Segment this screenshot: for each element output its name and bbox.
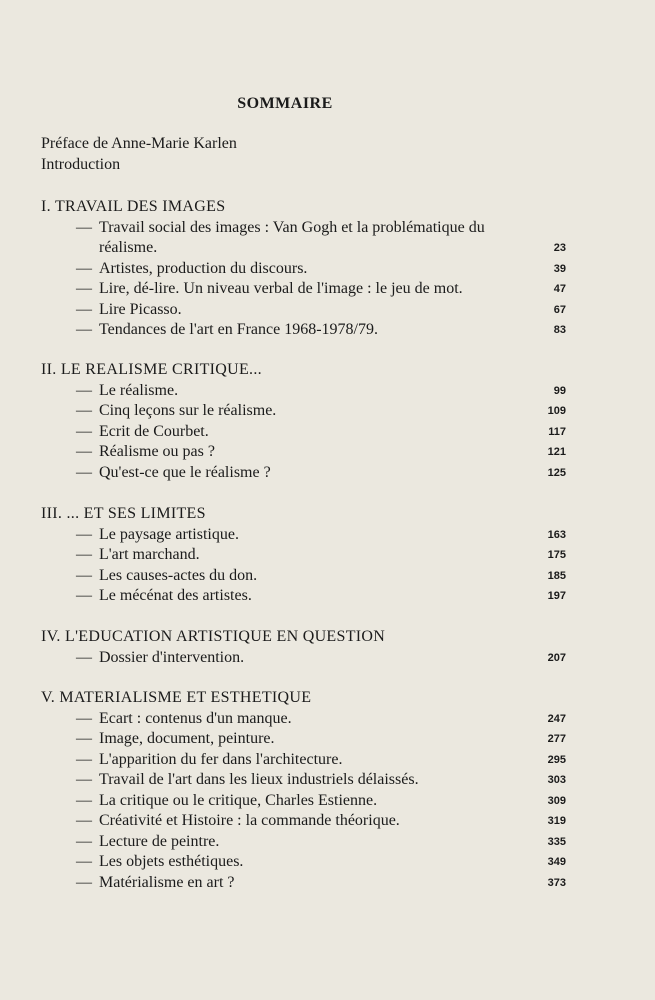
entry-title: Ecart : contenus d'un manque. [99, 709, 292, 727]
entry-page-number: 125 [547, 466, 566, 479]
entry-dash: — [76, 443, 92, 460]
toc-entry [41, 525, 566, 546]
entry-dash: — [76, 259, 92, 277]
front-matter [41, 134, 237, 175]
toc-entry [41, 463, 566, 484]
toc-section-3 [41, 504, 566, 607]
entry-page-number: 207 [547, 651, 566, 664]
entry-dash: — [76, 321, 92, 338]
entry-page-number: 67 [553, 303, 566, 316]
entry-page-number: 247 [547, 712, 566, 725]
toc-entry [41, 566, 566, 587]
entry-title: Ecrit de Courbet. [99, 422, 209, 440]
entry-page-number: 335 [547, 835, 566, 848]
entry-page-number: 277 [547, 733, 566, 745]
entry-dash: — [76, 812, 92, 829]
entry-dash: — [76, 648, 92, 666]
entry-title: Lecture de peintre. [99, 832, 220, 850]
entry-title: Matérialisme en art ? [99, 873, 235, 891]
entry-title: Réalisme ou pas ? [99, 443, 215, 460]
entry-dash: — [76, 730, 92, 747]
toc-entry [41, 259, 566, 280]
entry-title: Le réalisme. [99, 381, 179, 399]
toc-entry [41, 811, 566, 832]
entry-page-number: 83 [553, 324, 566, 336]
entry-dash: — [76, 546, 92, 563]
toc-entry [41, 709, 566, 730]
entry-page-number: 175 [547, 549, 566, 561]
entry-page-number: 303 [547, 774, 566, 786]
toc-entry [41, 586, 566, 607]
entry-title: Qu'est-ce que le réalisme ? [99, 463, 271, 481]
entry-page-number: 309 [547, 794, 566, 807]
entry-title: Travail social des images : Van Gogh et la problématique du réalisme. [99, 218, 485, 256]
entry-title: Lire Picasso. [99, 300, 182, 318]
entry-title: Le mécénat des artistes. [99, 587, 252, 604]
toc-entry [41, 218, 566, 259]
toc-entry [41, 300, 566, 321]
section-heading: II. LE REALISME CRITIQUE... [41, 361, 262, 378]
front-matter-item-introduction: Introduction [41, 155, 121, 173]
toc-section-1 [41, 197, 566, 341]
section-heading: III. ... ET SES LIMITES [41, 505, 206, 522]
section-heading: IV. L'EDUCATION ARTISTIQUE EN QUESTION [41, 628, 386, 645]
entry-page-number: 319 [547, 815, 566, 827]
toc-entry [41, 729, 566, 750]
entry-dash: — [76, 525, 92, 543]
entry-page-number: 295 [547, 753, 566, 766]
entry-dash: — [76, 832, 92, 850]
toc-section-5 [41, 688, 566, 893]
toc-section-2 [41, 360, 566, 483]
entry-title: L'apparition du fer dans l'architecture. [99, 750, 343, 768]
entry-title: Les objets esthétiques. [99, 853, 244, 870]
section-heading: V. MATERIALISME ET ESTHETIQUE [41, 689, 312, 706]
entry-dash: — [76, 873, 92, 891]
entry-page-number: 373 [547, 876, 566, 889]
toc-entry [41, 279, 566, 300]
toc-entry [41, 770, 566, 791]
entry-page-number: 163 [547, 528, 566, 541]
entry-dash: — [76, 280, 92, 297]
toc-entry [41, 442, 566, 463]
toc-entry [41, 791, 566, 812]
entry-title: Le paysage artistique. [99, 525, 239, 543]
entry-page-number: 197 [547, 590, 566, 602]
entry-dash: — [76, 771, 92, 788]
entry-title: Image, document, peinture. [99, 730, 275, 747]
entry-title: Cinq leçons sur le réalisme. [99, 402, 277, 419]
entry-title: Travail de l'art dans les lieux industriels délaissés. [99, 771, 419, 788]
front-matter-item-preface: Préface de Anne-Marie Karlen [41, 135, 237, 152]
entry-page-number: 23 [553, 242, 566, 254]
entry-dash: — [76, 853, 92, 870]
entry-title: Dossier d'intervention. [99, 648, 245, 666]
entry-dash: — [76, 463, 92, 481]
page-title: SOMMAIRE [237, 95, 333, 112]
toc-entry [41, 422, 566, 443]
entry-page-number: 185 [547, 569, 566, 582]
toc-entry [41, 381, 566, 402]
entry-dash: — [76, 791, 92, 809]
entry-page-number: 99 [553, 384, 566, 397]
entry-title: La critique ou le critique, Charles Estienne. [99, 791, 378, 809]
entry-dash: — [76, 750, 92, 768]
toc-entry [41, 648, 566, 669]
entry-dash: — [76, 566, 92, 584]
entry-page-number: 349 [547, 856, 566, 868]
entry-dash: — [76, 218, 92, 236]
entry-dash: — [76, 422, 92, 440]
toc-section-4 [41, 627, 566, 668]
section-heading: I. TRAVAIL DES IMAGES [41, 198, 226, 215]
toc-entry [41, 750, 566, 771]
entry-title: Lire, dé-lire. Un niveau verbal de l'image : le jeu de mot. [99, 280, 463, 297]
entry-title: Tendances de l'art en France 1968-1978/79. [99, 321, 378, 338]
entry-page-number: 109 [547, 405, 566, 417]
entry-dash: — [76, 381, 92, 399]
entry-page-number: 121 [547, 446, 566, 458]
entry-page-number: 47 [553, 283, 566, 295]
entry-dash: — [76, 587, 92, 604]
toc-entry [41, 852, 566, 873]
entry-page-number: 39 [553, 262, 566, 275]
entry-dash: — [76, 402, 92, 419]
entry-title: L'art marchand. [99, 546, 200, 563]
toc-entry [41, 545, 566, 566]
toc-entry [41, 320, 566, 341]
entry-dash: — [76, 709, 92, 727]
entry-title: Les causes-actes du don. [99, 566, 258, 584]
toc-entry [41, 873, 566, 894]
toc-entry [41, 401, 566, 422]
entry-page-number: 117 [548, 425, 566, 438]
toc-entry [41, 832, 566, 853]
entry-title: Créativité et Histoire : la commande théorique. [99, 812, 400, 829]
entry-dash: — [76, 300, 92, 318]
entry-title: Artistes, production du discours. [99, 259, 308, 277]
